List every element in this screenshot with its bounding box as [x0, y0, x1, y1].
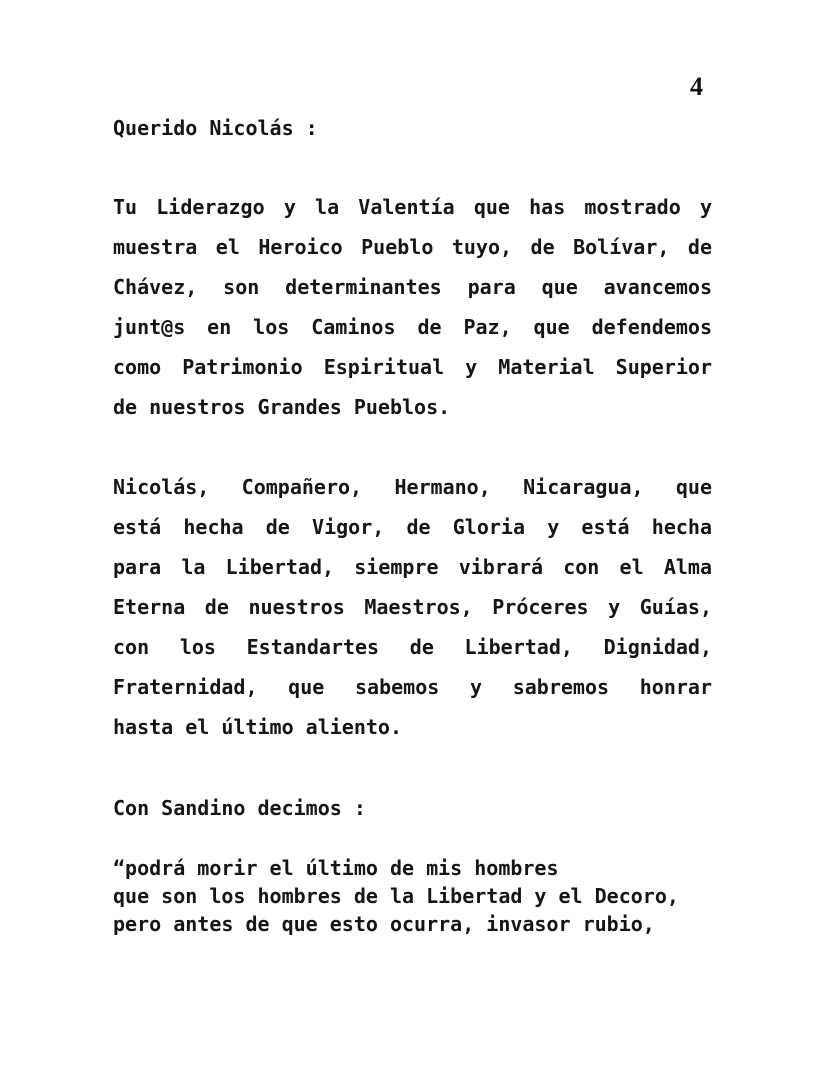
paragraph-line: con los Estandartes de Libertad, Dignidad,: [113, 635, 712, 659]
paragraph-line: Nicolás, Compañero, Hermano, Nicaragua, que: [113, 475, 712, 499]
paragraph-line: hasta el último aliento.: [113, 715, 402, 739]
paragraph-line: muestra el Heroico Pueblo tuyo, de Bolívar, de: [113, 235, 712, 259]
paragraph-2: [113, 467, 712, 747]
sandino-quote: [113, 854, 712, 938]
paragraph-line: para la Libertad, siempre vibrará con el Alma: [113, 555, 712, 579]
paragraph-line: junt@s en los Caminos de Paz, que defendemos: [113, 315, 712, 339]
paragraph-1: [113, 187, 712, 427]
page-number: 4: [690, 72, 703, 101]
paragraph-line: Fraternidad, que sabemos y sabremos honrar: [113, 675, 712, 699]
quote-line: pero antes de que esto ocurra, invasor rubio,: [113, 912, 655, 936]
paragraph-line: Tu Liderazgo y la Valentía que has mostrado y: [113, 195, 712, 219]
salutation: Querido Nicolás :: [113, 116, 318, 140]
letter-body: [113, 108, 712, 938]
quote-line: que son los hombres de la Libertad y el Decoro,: [113, 884, 679, 908]
sandino-intro: Con Sandino decimos :: [113, 796, 366, 820]
paragraph-line: de nuestros Grandes Pueblos.: [113, 395, 451, 419]
paragraph-line: como Patrimonio Espiritual y Material Superior: [113, 355, 712, 379]
paragraph-line: está hecha de Vigor, de Gloria y está hecha: [113, 515, 712, 539]
paragraph-line: Eterna de nuestros Maestros, Próceres y Guías,: [113, 595, 712, 619]
paragraph-line: Chávez, son determinantes para que avancemos: [113, 275, 712, 299]
quote-line: “podrá morir el último de mis hombres: [113, 856, 559, 880]
